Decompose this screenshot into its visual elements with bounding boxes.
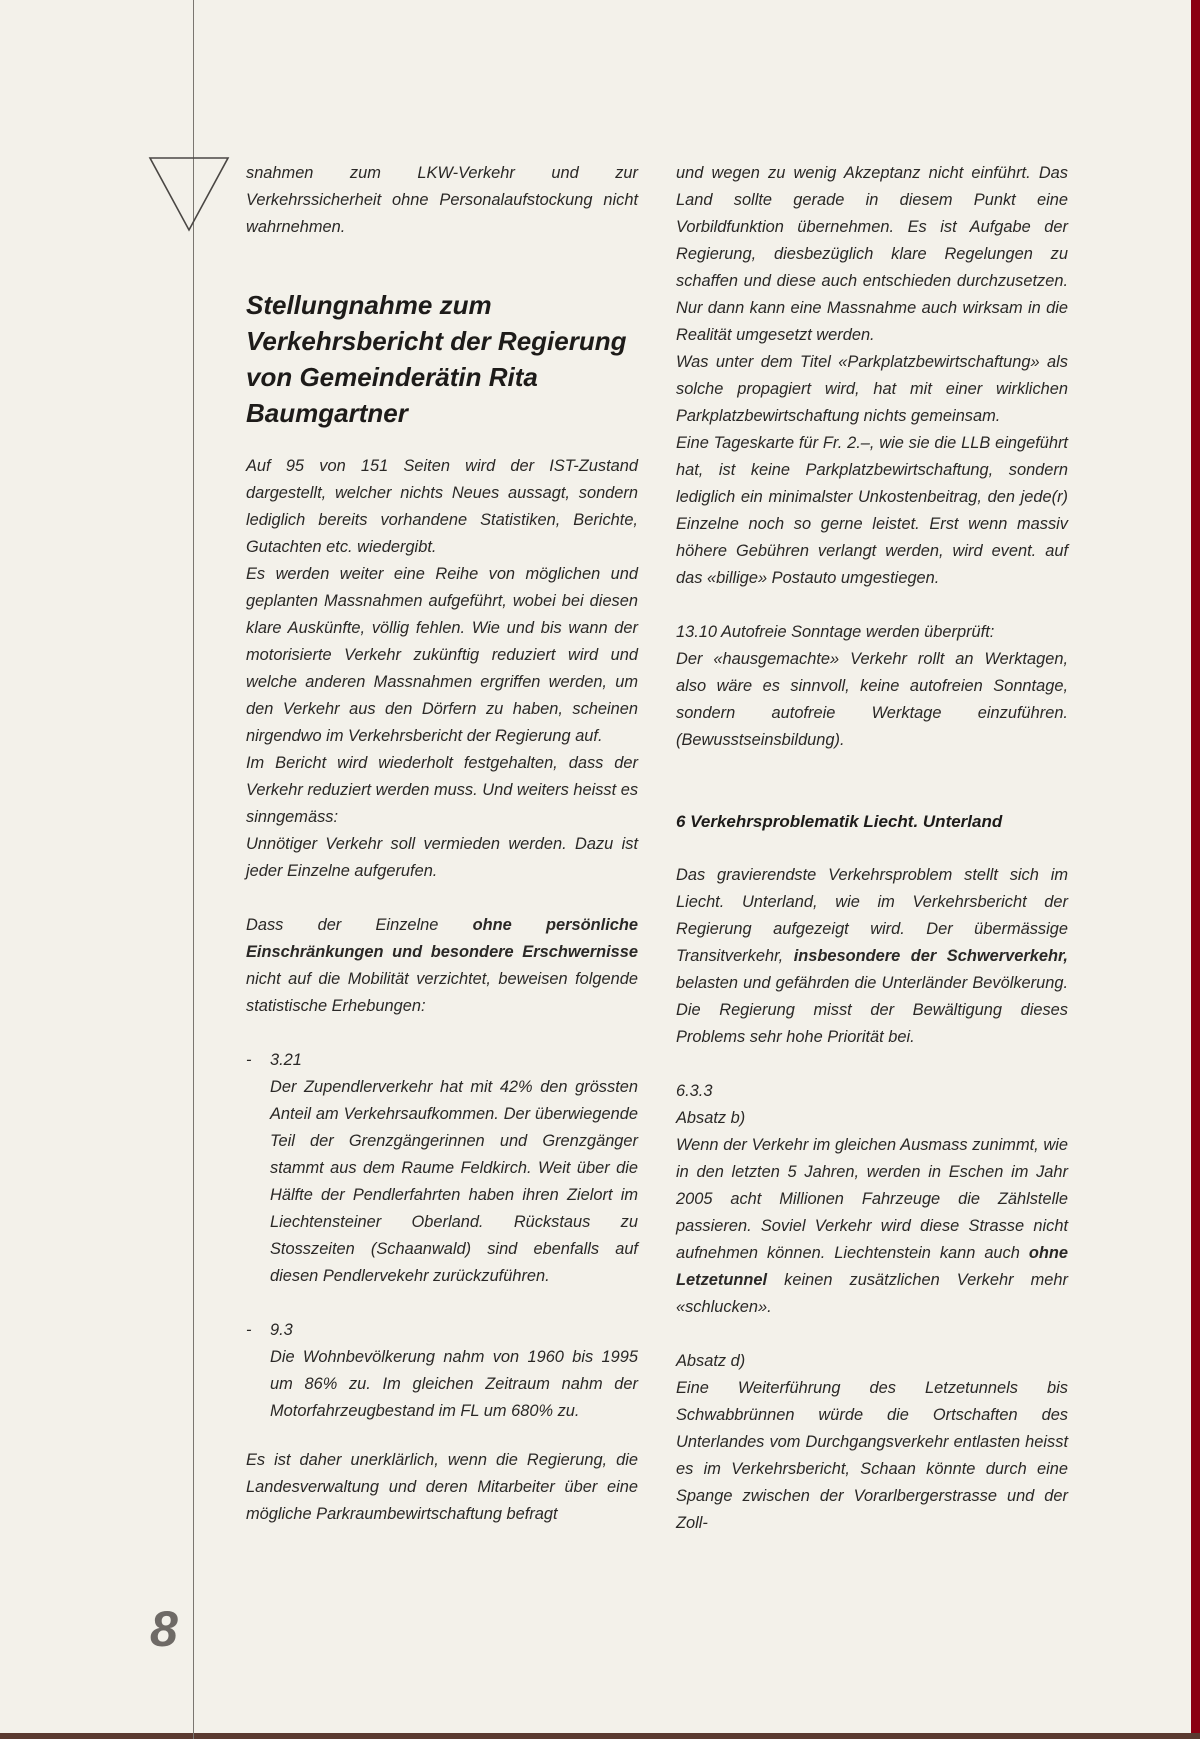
left-paragraph-1: Auf 95 von 151 Seiten wird der IST-Zustand dargestellt, welcher nichts Neues aussagt, sondern lediglich bereits vorhandene Statistiken, Berichte, Gutachten etc. wiedergibt. (246, 457, 638, 556)
left-paragraph-2: Es werden weiter eine Reihe von möglichen und geplanten Massnahmen aufgeführt, wobei bei diesen klare Auskünfte, völlig fehlen. Wie und bis wann der motorisierte Verkehr zukünftig reduziert wird und welche anderen Massnahmen ergriffen werden, um den Verkehr aus den Dörfern zu haben, scheinen nirgendwo im Verkehrsbericht der Regierung auf. (246, 565, 638, 745)
triangle-marker-icon (148, 156, 230, 232)
right-column (676, 160, 1068, 1537)
right-p5-bold: insbesondere der Schwerverkehr, (793, 947, 1068, 965)
right-paragraph-7: Eine Weiterführung des Letzetunnels bis Schwabbrünnen würde die Ortschaften des Unterlandes vom Durchgangsverkehr entlasten heisst es im Verkehrsbericht, Schaan könnte durch eine Spange zwischen der Vorarlbergerstrasse und der Zoll- (676, 1379, 1068, 1532)
right-ref-6-3-3: 6.3.3 (676, 1082, 713, 1100)
right-paragraph-2: Was unter dem Titel «Parkplatzbewirtschaftung» als solche propagiert wird, hat mit einer wirklichen Parkplatzbewirtschaftung nichts gemeinsam. (676, 353, 1068, 425)
right-paragraph-6 (676, 1132, 1068, 1321)
right-ref-absatz-b: Absatz b) (676, 1109, 746, 1127)
right-p6-bold: ohne Letzetunnel (676, 1244, 1068, 1289)
left-intro-paragraph: snahmen zum LKW-Verkehr und zur Verkehrssicherheit ohne Personalaufstockung nicht wahrnehmen. (246, 164, 638, 236)
list-text: Der Zupendlerverkehr hat mit 42% den grössten Anteil am Verkehrsaufkommen. Der überwiegende Teil der Grenzgängerinnen und Grenzgänger stammt aus dem Raume Feldkirch. Weit über die Hälfte der Pendlerfahrten haben ihren Zielort im Liechtensteiner Oberland. Rückstaus zu Stosszeiten (Schaanwald) sind ebenfalls auf diesen Pendlervekehr zurückzuführen. (270, 1078, 638, 1285)
left-paragraph-4: Unnötiger Verkehr soll vermieden werden. Dazu ist jeder Einzelne aufgerufen. (246, 835, 638, 880)
right-p5-end: belasten und gefährden die Unterländer Bevölkerung. Die Regierung misst der Bewältigung dieses Problems sehr hohe Priorität bei. (676, 974, 1068, 1046)
right-paragraph-1: und wegen zu wenig Akzeptanz nicht einführt. Das Land sollte gerade in diesem Punkt eine Vorbildfunktion übernehmen. Es ist Aufgabe der Regierung, diesbezüglich klare Regelungen zu schaffen und diese auch entschieden durchzusetzen. Nur dann kann eine Massnahme auch wirksam in die Realität umgesetzt werden. (676, 164, 1068, 344)
page-edge-bottom (0, 1733, 1200, 1739)
list-item (246, 1317, 638, 1425)
right-paragraph-5 (676, 862, 1068, 1051)
page-number: 8 (150, 1601, 178, 1657)
list-ref: 9.3 (270, 1321, 293, 1339)
right-p6-end: keinen zusätzlichen Verkehr mehr «schlucken». (676, 1271, 1068, 1316)
list-dash: - (246, 1051, 252, 1069)
left-paragraph-5 (246, 912, 638, 1020)
left-paragraph-3: Im Bericht wird wiederholt festgehalten, dass der Verkehr reduziert werden muss. Und weiters heisst es sinngemäss: (246, 754, 639, 826)
right-section-ref-13-10: 13.10 Autofreie Sonntage werden überprüft: (676, 623, 995, 641)
right-p5-start: Das gravierendste Verkehrsproblem stellt sich im Liecht. Unterland, wie im Verkehrsbericht der Regierung aufgezeigt wird. Der übermässige Transitverkehr, (676, 866, 1068, 965)
right-ref-absatz-d: Absatz d) (676, 1352, 746, 1370)
left-p5-bold: ohne persönliche Einschränkungen und besondere Erschwernisse (246, 916, 638, 961)
right-paragraph-3: Eine Tageskarte für Fr. 2.–, wie sie die LLB eingeführt hat, ist keine Parkplatzbewirtschaftung, sondern lediglich ein minimalster Unkostenbeitrag, den jede(r) Einzelne noch so gerne leistet. Erst wenn massiv höhere Gebühren verlangt werden, wird event. auf das «billige» Postauto umgestiegen. (676, 434, 1068, 587)
page-edge-right (1191, 0, 1200, 1739)
list-dash: - (246, 1321, 252, 1339)
left-paragraph-6: Es ist daher unerklärlich, wenn die Regierung, die Landesverwaltung und deren Mitarbeiter über eine mögliche Parkraumbewirtschaftung befragt (246, 1451, 638, 1523)
left-p5-end: nicht auf die Mobilität verzichtet, beweisen folgende statistische Erhebungen: (246, 970, 638, 1015)
left-p5-start: Dass der Einzelne (246, 916, 439, 934)
section-subheading: 6 Verkehrsproblematik Liecht. Unterland (676, 812, 1003, 831)
article-heading: Stellungnahme zum Verkehrsbericht der Regierung von Gemeinderätin Rita Baumgartner (246, 290, 627, 428)
left-column (246, 160, 638, 1528)
margin-rule (193, 0, 194, 1739)
right-paragraph-4: Der «hausgemachte» Verkehr rollt an Werktagen, also wäre es sinnvoll, keine autofreien Sonntage, sondern autofreie Werktage einzuführen. (Bewusstseinsbildung). (676, 650, 1068, 749)
right-p6-start: Wenn der Verkehr im gleichen Ausmass zunimmt, wie in den letzten 5 Jahren, werden in Eschen im Jahr 2005 acht Millionen Fahrzeuge die Zählstelle passieren. Soviel Verkehr wird diese Strasse nicht aufnehmen können. Liechtenstein kann auch (676, 1136, 1068, 1262)
list-item (246, 1047, 638, 1290)
list-ref: 3.21 (270, 1051, 302, 1069)
list-text: Die Wohnbevölkerung nahm von 1960 bis 1995 um 86% zu. Im gleichen Zeitraum nahm der Motorfahrzeugbestand im FL um 680% zu. (270, 1348, 638, 1420)
